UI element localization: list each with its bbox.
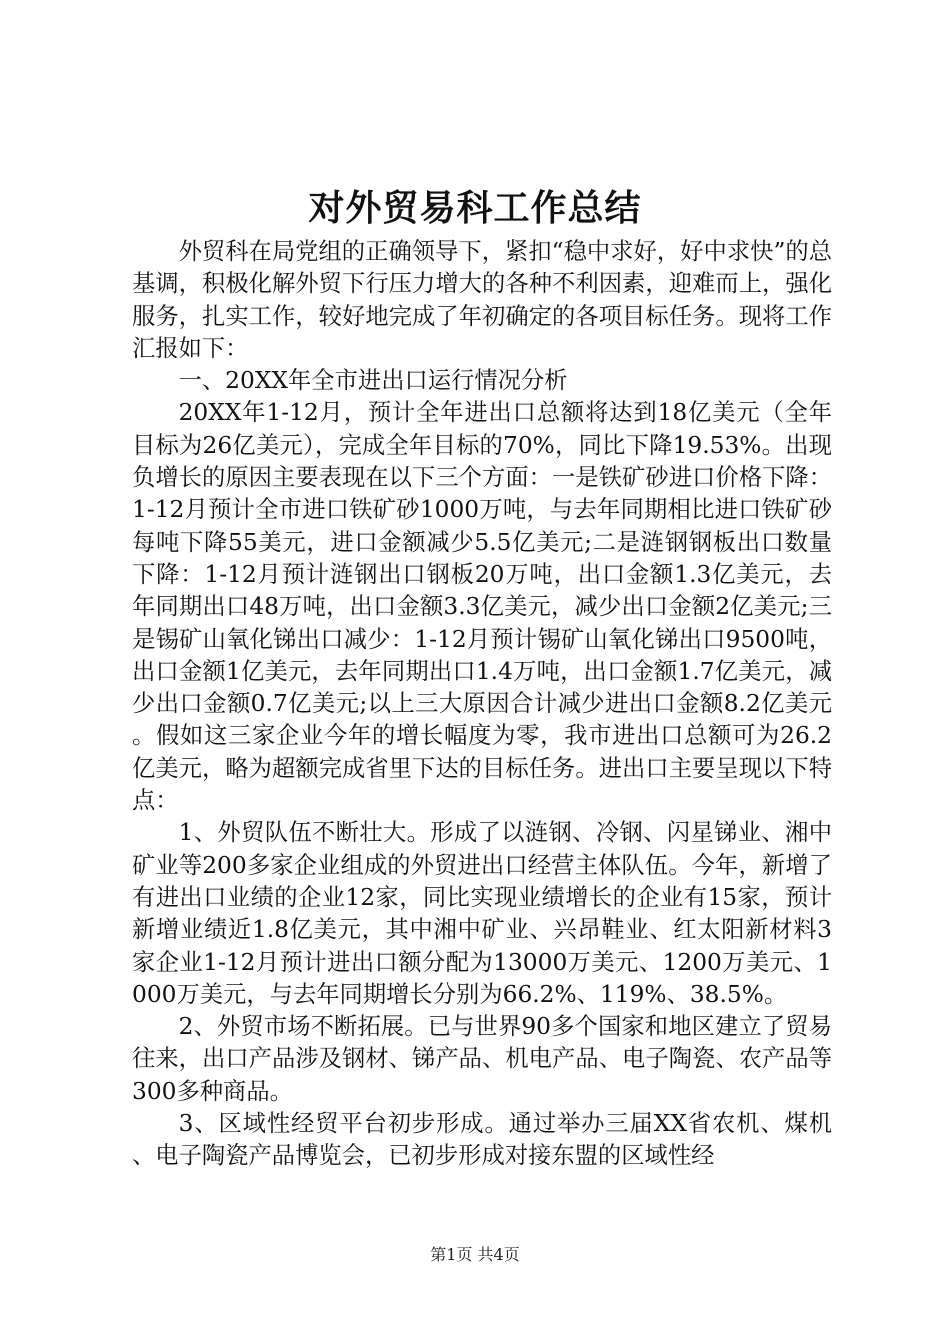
- analysis-paragraph: 20XX年1-12月，预计全年进出口总额将达到18亿美元（全年目标为26亿美元），完成全年目标的70%，同比下降19.53%。出现负增长的原因主要表现在以下三个方面：一是铁矿砂进口价格下降：1-12月预计全市进口铁矿砂1000万吨，与去年同期相比进口铁矿砂每吨下降55美元，进口金额减少5.5亿美元;二是涟钢钢板出口数量下降：1-12月预计涟钢出口钢板20万吨，出口金额1.3亿美元，去年同期出口48万吨，出口金额3.3亿美元，减少出口金额2亿美元;三是锡矿山氧化锑出口减少：1-12月预计锡矿山氧化锑出口9500吨，出口金额1亿美元，去年同期出口1.4万吨，出口金额1.7亿美元，减少出口金额0.7亿美元;以上三大原因合计减少进出口金额8.2亿美元。假如这三家企业今年的增长幅度为零，我市进出口总额可为26.2亿美元，略为超额完成省里下达的目标任务。进出口主要呈现以下特点：: [132, 399, 832, 815]
- page-indicator: 第1页 共4页: [430, 1245, 520, 1264]
- point-2-paragraph: 2、外贸市场不断拓展。已与世界90多个国家和地区建立了贸易往来，出口产品涉及钢材、锑产品、机电产品、电子陶瓷、农产品等300多种商品。: [132, 1013, 832, 1105]
- point-1-paragraph: 1、外贸队伍不断壮大。形成了以涟钢、冷钢、闪星锑业、湘中矿业等200多家企业组成的外贸进出口经营主体队伍。今年，新增了有进出口业绩的企业12家，同比实现业绩增长的企业有15家，预计新增业绩近1.8亿美元，其中湘中矿业、兴昂鞋业、红太阳新材料3家企业1-12月预计进出口额分配为13000万美元、1200万美元、1000万美元，与去年同期增长分别为66.2%、119%、38.5%。: [132, 819, 832, 1008]
- intro-paragraph: 外贸科在局党组的正确领导下，紧扣“稳中求好，好中求快”的总基调，积极化解外贸下行压力增大的各种不利因素，迎难而上，强化服务，扎实工作，较好地完成了年初确定的各项目标任务。现将工作汇报如下：: [132, 238, 832, 362]
- document-body: [132, 236, 832, 1173]
- point-3-paragraph: 3、区域性经贸平台初步形成。通过举办三届XX省农机、煤机、电子陶瓷产品博览会，已初步形成对接东盟的区域性经: [132, 1110, 832, 1170]
- section-heading: 一、20XX年全市进出口运行情况分析: [178, 367, 568, 395]
- document-title: 对外贸易科工作总结: [308, 187, 642, 229]
